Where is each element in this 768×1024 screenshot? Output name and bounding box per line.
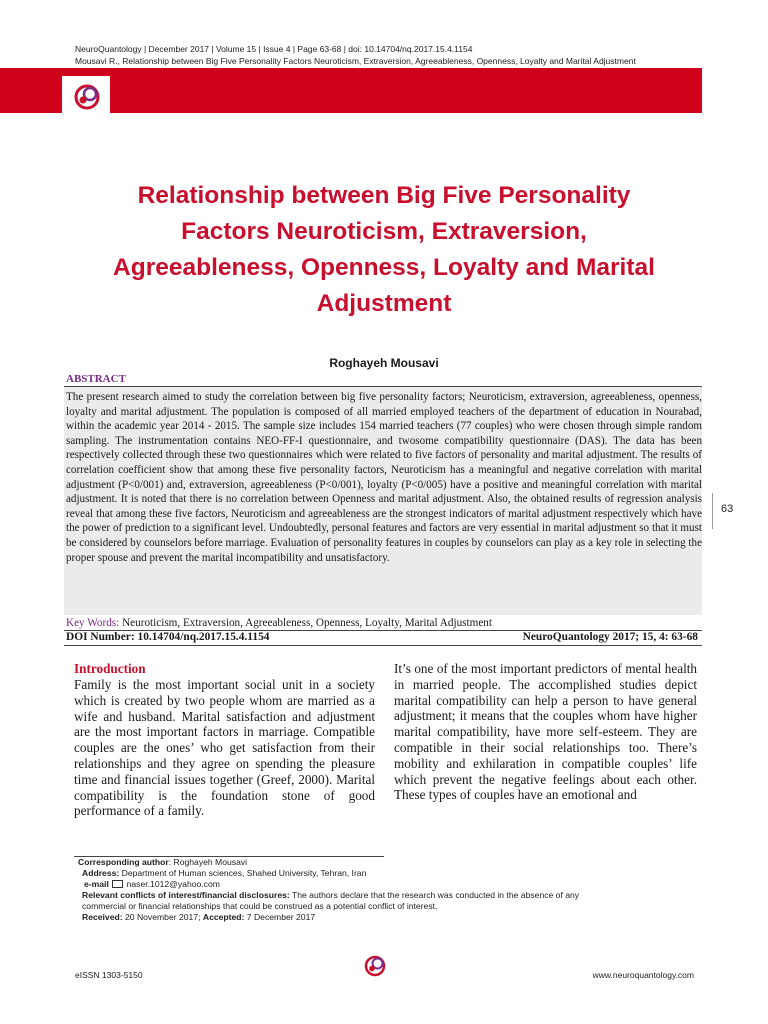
citation-info: NeuroQuantology 2017; 15, 4: 63-68 — [522, 631, 698, 643]
doi-number: DOI Number: 10.14704/nq.2017.15.4.1154 — [66, 631, 270, 643]
article-running-title: Mousavi R., Relationship between Big Five Personality Factors Neuroticism, Extraversion, Agreeableness, Openness, Loyalty and Marital Adjustment — [75, 56, 636, 66]
conflict-value: The authors declare that the research was conducted in the absence of any — [289, 890, 580, 900]
body-column-right: It’s one of the most important predictors of mental health in married people. The accomplished studies depict marital compatibility can help a person to have general adjustment; it means that the couples whom have higher marital compatibility, have more self-esteem. They are compatible in their social relationships too. There’s mobility and exhilaration in compatible couples’ life which prevent the negative feelings about each other. These types of couples have an emotional and — [394, 661, 697, 803]
corresponding-author-value: : Roghayeh Mousavi — [168, 857, 248, 867]
footer-logo-icon — [360, 950, 390, 980]
journal-website-link[interactable]: www.neuroquantology.com — [592, 970, 694, 980]
section-heading-introduction: Introduction — [74, 661, 146, 676]
received-value: 20 November 2017; — [122, 912, 203, 922]
email-value[interactable]: naser.1012@yahoo.com — [126, 879, 220, 889]
body-column-left: Family is the most important social unit in a society which is created by two people whom are married as a wife and husband. Marital satisfaction and adjustment are the most important factors in marriage. Compatible couples are the ones’ who get satisfaction from their relationships and they agree on spending the pleasure time and financial issues together (Greef, 2000). Marital compatibility is the foundation stone of good performance of a family. — [74, 677, 375, 819]
envelope-icon — [112, 880, 123, 888]
title-line: Adjustment — [316, 290, 452, 317]
received-accepted-dates — [82, 912, 315, 923]
abstract-label: ABSTRACT — [66, 373, 126, 385]
title-line: Relationship between Big Five Personality — [137, 182, 631, 209]
journal-logo — [62, 76, 110, 114]
doi-rule — [64, 645, 702, 646]
keywords-label: Key Words: — [66, 617, 120, 629]
journal-logo-icon — [62, 76, 110, 114]
accepted-label: Accepted: — [202, 912, 245, 922]
email-label: e-mail — [84, 879, 109, 889]
address-label: Address: — [82, 868, 120, 878]
article-title — [70, 178, 698, 322]
author-name: Roghayeh Mousavi — [329, 356, 439, 370]
conflict-label: Relevant conflicts of interest/financial disclosures: — [82, 890, 290, 900]
conflict-disclosure — [82, 890, 579, 901]
title-line: Factors Neuroticism, Extraversion, — [181, 218, 587, 245]
abstract-text: The present research aimed to study the correlation between big five personality factors; Neuroticism, extraversion, agreeableness, openness, loyalty and marital adjustment. The population is composed of all married employed teachers of the department of education in Nourabad, within the academic year 2014 - 2015. The sample size includes 154 married teachers (77 couples) who were chosen through simple random sampling. The instrumentation contains NEO-FF-I questionnaire, and twosome compatibility questionnaire (DAS). The data has been respectively collected through these two questionnaires which were related to five factors of personality and marital adjustment. The results of correlation coefficient show that among these five personality factors, Neuroticism has a meaningful and negative correlation with marital adjustment (P<0/001) and, extraversion, agreeableness (P<0/001), loyalty (P<0/005) have a positive and meaningful correlation with marital adjustment. It is noted that there is no correlation between Openness and marital adjustment. Also, the obtained results of regression analysis reveal that among these five factors, Neuroticism and agreeableness are the strongest indicators of marital adjustment respectively which have the power of prediction to a significant level. Undoubtedly, personal features and factors are very essential in marital adjustment so that it must be considered by counselors before marriage. Evaluation of personality features in couples by counselors can play as a key role in selecting the proper spouse and prevent the marital incompatibility and unsatisfactory. — [66, 391, 702, 564]
author-address — [82, 868, 366, 879]
author-email — [84, 879, 220, 890]
conflict-disclosure-cont: commercial or financial relationships that could be construed as a potential conflict of interest. — [82, 901, 438, 911]
keywords — [66, 617, 492, 629]
corresponding-author-label: Corresponding author — [78, 857, 169, 867]
keywords-text: Neuroticism, Extraversion, Agreeableness, Openness, Loyalty, Marital Adjustment — [119, 617, 493, 629]
received-label: Received: — [82, 912, 123, 922]
footer-logo — [360, 950, 390, 980]
address-value: Department of Human sciences, Shahed University, Tehran, Iran — [119, 868, 367, 878]
eissn: eISSN 1303-5150 — [75, 970, 143, 980]
corresponding-author — [78, 857, 247, 868]
page-number-divider — [712, 493, 713, 529]
accepted-value: 7 December 2017 — [244, 912, 316, 922]
journal-info-line: NeuroQuantology | December 2017 | Volume 15 | Issue 4 | Page 63-68 | doi: 10.14704/nq.2017.15.4.1154 — [75, 44, 473, 54]
page-number: 63 — [721, 503, 734, 515]
title-line: Agreeableness, Openness, Loyalty and Marital — [113, 254, 655, 281]
